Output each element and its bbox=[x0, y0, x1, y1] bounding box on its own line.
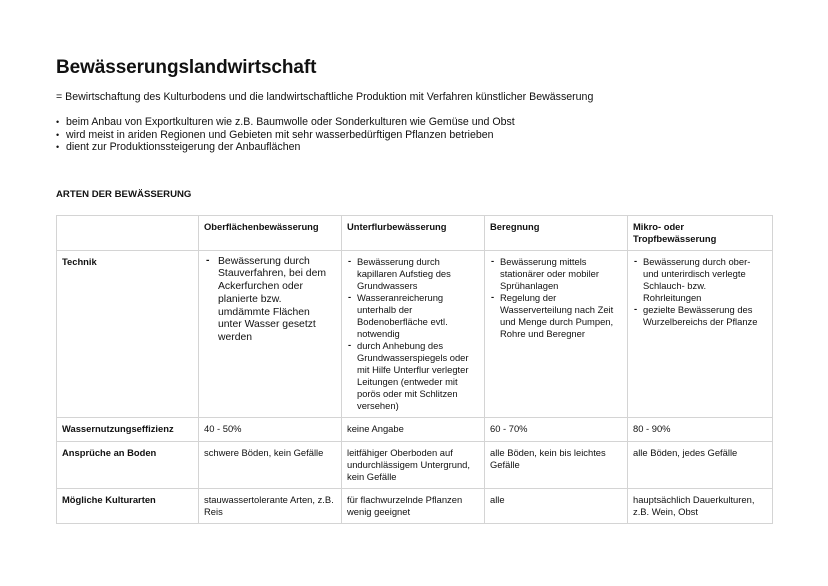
definition-text: = Bewirtschaftung des Kulturbodens und die landwirtschaftliche Produktion mit Verfahren künstlicher Bewässerung bbox=[56, 91, 594, 103]
bullet-item: • dient zur Produktionssteigerung der Anbauflächen bbox=[56, 141, 772, 154]
table-header-cell: Unterflurbewässerung bbox=[342, 215, 485, 250]
table-cell: keine Angabe bbox=[342, 417, 485, 441]
table-cell: alle Böden, kein bis leichtes Gefälle bbox=[485, 441, 628, 488]
table-row-effizienz bbox=[57, 417, 773, 441]
list-item: - Wasseranreicherung unterhalb der Bodenoberfläche evtl. notwendig bbox=[347, 292, 479, 340]
table-header-cell bbox=[57, 215, 199, 250]
list-item: - Regelung der Wasserverteilung nach Zeit und Menge durch Pumpen, Rohre und Beregner bbox=[490, 292, 622, 340]
document-page bbox=[56, 56, 772, 524]
table-cell: alle Böden, jedes Gefälle bbox=[628, 441, 773, 488]
table-row-technik bbox=[57, 250, 773, 417]
table-cell: schwere Böden, kein Gefälle bbox=[199, 441, 342, 488]
bullet-item: • beim Anbau von Exportkulturen wie z.B. Baumwolle oder Sonderkulturen wie Gemüse und Obst bbox=[56, 116, 772, 129]
table-header-row bbox=[57, 215, 773, 250]
bullet-item: • wird meist in ariden Regionen und Gebieten mit sehr wasserbedürftigen Pflanzen betrieben bbox=[56, 129, 772, 142]
table-cell: stauwassertolerante Arten, z.B. Reis bbox=[199, 488, 342, 523]
list-item: - Bewässerung mittels stationärer oder mobiler Sprühanlagen bbox=[490, 256, 622, 292]
list-item: - Bewässerung durch kapillaren Aufstieg des Grundwassers bbox=[347, 256, 479, 292]
table-row-boden bbox=[57, 441, 773, 488]
list-item: - Bewässerung durch ober- und unterirdisch verlegte Schlauch- bzw. Rohrleitungen bbox=[633, 256, 767, 304]
list-item: - durch Anhebung des Grundwasserspiegels oder mit Hilfe Unterflur verlegter Leitungen (entweder mit porös oder mit Schlitzen versehen) bbox=[347, 340, 479, 412]
row-label: Mögliche Kulturarten bbox=[57, 488, 199, 523]
table-cell bbox=[628, 250, 773, 417]
row-label: Technik bbox=[57, 250, 199, 417]
section-heading: ARTEN DER BEWÄSSERUNG bbox=[56, 188, 192, 200]
irrigation-types-table bbox=[56, 215, 773, 524]
table-cell: hauptsächlich Dauerkulturen, z.B. Wein, Obst bbox=[628, 488, 773, 523]
table-cell: für flachwurzelnde Pflanzen wenig geeignet bbox=[342, 488, 485, 523]
table-cell bbox=[485, 250, 628, 417]
bullet-list bbox=[56, 116, 772, 154]
table-cell: 80 - 90% bbox=[628, 417, 773, 441]
table-header-cell: Mikro- oder Tropfbewässerung bbox=[628, 215, 773, 250]
table-row-kultur bbox=[57, 488, 773, 523]
row-label: Ansprüche an Boden bbox=[57, 441, 199, 488]
page-title: Bewässerungslandwirtschaft bbox=[56, 57, 317, 78]
table-header-cell: Beregnung bbox=[485, 215, 628, 250]
list-item: - gezielte Bewässerung des Wurzelbereichs der Pflanze bbox=[633, 304, 767, 328]
row-label: Wassernutzungseffizienz bbox=[57, 417, 199, 441]
table-cell: 40 - 50% bbox=[199, 417, 342, 441]
table-cell: alle bbox=[485, 488, 628, 523]
table-cell bbox=[199, 250, 342, 417]
table-cell: 60 - 70% bbox=[485, 417, 628, 441]
table-cell: leitfähiger Oberboden auf undurchlässigem Untergrund, kein Gefälle bbox=[342, 441, 485, 488]
table-header-cell: Oberflächenbewässerung bbox=[199, 215, 342, 250]
table-cell bbox=[342, 250, 485, 417]
list-item: - Bewässerung durch Stauverfahren, bei dem Ackerfurchen oder planierte bzw. umdämmte Flächen unter Wasser gesetzt werden bbox=[204, 256, 336, 346]
